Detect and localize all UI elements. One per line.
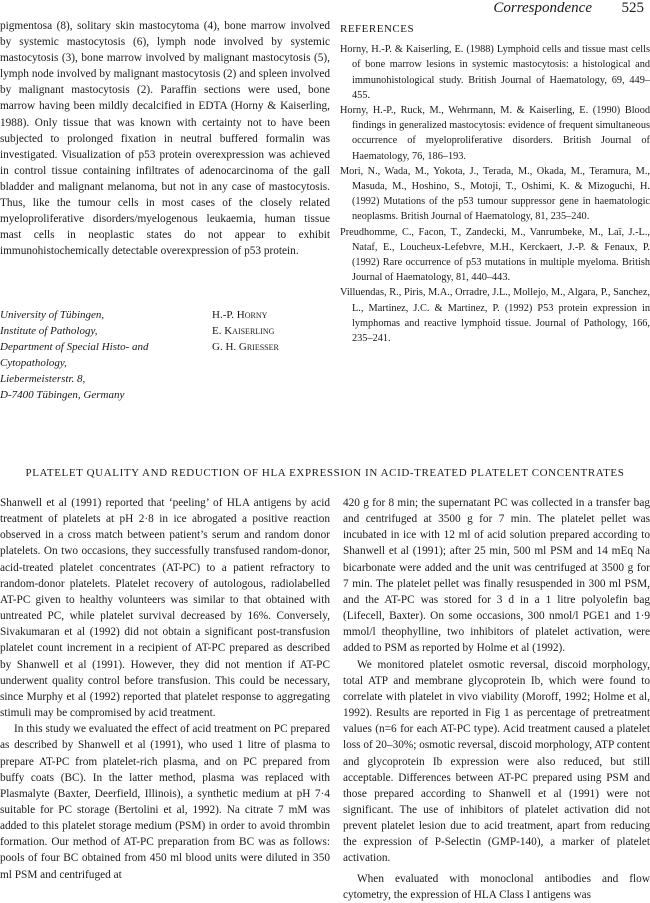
article-left-column (0, 495, 330, 883)
reference-item: Mori, N., Wada, M., Yokota, J., Terada, M., Okada, M., Teramura, M., Masuda, M., Hoshino, S., Motoji, T., Oshimi, K. & Mizoguchi, H. (1992) Mutations of the p53 tumour suppressor gene in haematologic neoplasms. British Journal of Haematology, 81, 235–240. (340, 165, 650, 223)
author-list (212, 307, 279, 355)
affiliation-line: Department of Special Histo- and (0, 341, 149, 353)
affiliation-line: Liebermeisterstr. 8, (0, 373, 86, 385)
references-heading: REFERENCES (340, 23, 415, 35)
page-number: 525 (621, 0, 644, 16)
references-section (340, 22, 650, 346)
affiliation-line: Cytopathology, (0, 357, 67, 369)
article-title: PLATELET QUALITY AND REDUCTION OF HLA EXPRESSION IN ACID-TREATED PLATELET CONCENTRATES (25, 467, 625, 479)
previous-article-text: pigmentosa (8), solitary skin mastocytoma (4), bone marrow involved by systemic mastocytosis (6), lymph node involved by systemic mastocytosis (3), bone marrow involved by malignant mastocytosis (5), lymph node involved by malignant mastocytosis (2) and spleen involved by malignant mastocytosis (2). Paraffin sections were used, bone marrow having been mildly decalcified in EDTA (Horny & Kaiserling, 1988). Only tissue that was known with certainty not to have been subjected to prolonged fixation in neutral buffered formalin was investigated. Visualization of p53 protein overexpression was achieved in control tissue containing infiltrates of adenocarcinoma of the gall bladder and malignant melanoma, but not in any case of mastocytosis. Thus, like the tumour cells in most cases of the closely related myeloproliferative disorders/myelogenous leukaemia, human tissue mast cells in neoplastic states do not appear to exhibit immunohistochemically detectable overexpression of p53 protein. (0, 20, 330, 258)
body-paragraph: When evaluated with monoclonal antibodies and flow cytometry, the expression of HLA Class I antigens was (343, 872, 650, 901)
reference-item: Villuendas, R., Piris, M.A., Orradre, J.L., Mollejo, M., Algara, P., Sanchez, L., Martinez, J.C. & Martinez, P. (1992) P53 protein expression in lymphomas and reactive lymphoid tissue. Journal of Pathology, 166, 235–241. (340, 287, 650, 345)
reference-item: Horny, H.-P., Ruck, M., Wehrmann, M. & Kaiserling, E. (1990) Blood findings in generalized mastocytosis: evidence of frequent simultaneous occurrence of myeloproliferative disorders. British Journal of Haematology, 76, 186–193. (340, 105, 650, 162)
body-paragraph: In this study we evaluated the effect of acid treatment on PC prepared as described by Shanwell et al (1991), who used 1 litre of plasma to prepare AT-PC from platelet-rich plasma, and on PC prepared from buffy coats (BC). In the latter method, plasma was replaced with Plasmalyte (Baxter, Deerfield, Illinois), a synthetic medium at pH 7·4 suitable for PC storage (Bertolini et al, 1992). Na citrate 7 mM was added to this platelet storage medium (PSM) in order to avoid thrombin formation. Our method of AT-PC preparation from BC was as follows: pools of four BC obtained from 450 ml blood units were diluted in 350 ml PSM and centrifuged at (0, 723, 330, 881)
author-name: H.-P. Horny (212, 309, 268, 321)
body-paragraph: We monitored platelet osmotic reversal, discoid morphology, total ATP and membrane glycoprotein Ib, which were found to correlate with platelet in vivo viability (Moroff, 1992; Holme et al, 1992). Results are reported in Fig 1 as percentage of pretreatment values (n=6 for each AT-PC type). Acid treatment caused a platelet loss of 20–30%; osmotic reversal, discoid morphology, ATP content and glycoprotein Ib expression were also reduced, but still acceptable. Differences between AT-PC prepared using PSM and those prepared according to Shanwell et al (1991) were not significant. The use of inhibitors of platelet activation did not prevent platelet lesion due to acid treatment, apart from reducing the expression of P-Selectin (GMP-140), a marker of platelet activation. (343, 658, 650, 865)
reference-item: Horny, H.-P. & Kaiserling, E. (1988) Lymphoid cells and tissue mast cells of bone marrow lesions in systemic mastocytosis: a histological and immunohistological study. British Journal of Haematology, 69, 449–455. (340, 44, 650, 101)
reference-item: Preudhomme, C., Facon, T., Zandecki, M., Vanrumbeke, M., Laï, J.-L., Nataf, E., Loucheux-Lefebvre, M.H., Kerckaert, J.-P. & Fenaux, P. (1992) Rare occurrence of p53 mutations in multiple myeloma. British Journal of Haematology, 81, 440–443. (340, 226, 650, 284)
affiliation-line: D-7400 Tübingen, Germany (0, 389, 125, 401)
affiliation-line: Institute of Pathology, (0, 325, 98, 337)
affiliation-address (0, 307, 148, 403)
article-right-column (343, 495, 650, 903)
body-paragraph: Shanwell et al (1991) reported that ‘peeling’ of HLA antigens by acid treatment of platelets at pH 2·8 in ice abrogated a positive reaction observed in a cross match between patient’s serum and random donor platelets. On two occasions, they successfully transfused random-donor, acid-treated platelet concentrates (AT-PC) to a patient refractory to random-donor platelets. Platelet recovery of autologous, radiolabelled AT-PC given to healthy volunteers was similar to that obtained with untreated PC, while platelet survival decreased by 16%. Conversely, Sivakumaran et al (1992) did not obtain a significant post-transfusion platelet count increment in a recipient of AT-PC prepared as described by Shanwell et al (1991). However, they did not mention if AT-PC underwent quality control before transfusion. This could be necessary, since Murphy et al (1992) reported that platelet response to aggregating stimuli may be compromised by acid treatment. (0, 497, 330, 720)
author-name: E. Kaiserling (212, 325, 275, 337)
body-paragraph: 420 g for 8 min; the supernatant PC was collected in a transfer bag and centrifuged at 3500 g for 7 min. The platelet pellet was incubated in ice with 12 ml of acid solution prepared according to Shanwell et al (1991); after 25 min, 500 ml PSM and 14 mEq Na bicarbonate were added and the unit was centrifuged at 3500 g for 7 min. The platelet pellet was finally resuspended in 300 ml PSM, and the AT-PC was stored for 3 d in a 1 litre polyolefin bag (Lifecell, Baxter). On some occasions, 300 nmol/l PGE1 and 1·9 mmol/l theophylline, two inhibitors of platelet activation, were added to PSM as reported by Holme et al (1992). (343, 497, 650, 655)
affiliation-line: University of Tübingen, (0, 309, 105, 321)
journal-section-title: Correspondence (493, 0, 592, 16)
author-name: G. H. Griesser (212, 341, 279, 353)
